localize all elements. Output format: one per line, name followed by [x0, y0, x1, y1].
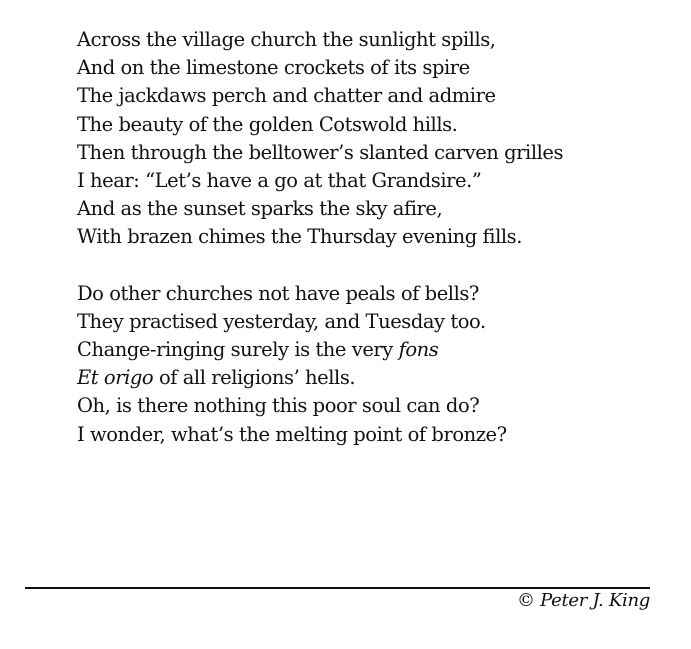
poem-line: They practised yesterday, and Tuesday too.	[77, 309, 486, 333]
copyright-notice: © Peter J. King	[517, 590, 650, 611]
poem-line: I hear: “Let’s have a go at that Grandsire.”	[77, 169, 482, 193]
poem-line	[77, 336, 677, 364]
poem-line: Oh, is there nothing this poor soul can do?	[77, 394, 480, 418]
poem-line: With brazen chimes the Thursday evening fills.	[77, 225, 522, 249]
poem-line: I wonder, what’s the melting point of bronze?	[77, 422, 507, 446]
poem-line: Then through the belltower’s slanted carven grilles	[77, 140, 564, 164]
poem-line: And as the sunset sparks the sky afire,	[77, 197, 443, 221]
poem-line	[77, 364, 677, 392]
poem-line: The jackdaws perch and chatter and admire	[77, 84, 496, 108]
poem-italic-text: fons	[398, 338, 439, 362]
poem-line: Across the village church the sunlight spills,	[77, 28, 496, 51]
stanza-1	[77, 26, 677, 252]
poem-line-text: Change-ringing surely is the very	[77, 338, 399, 362]
poem-line-text: of all religions’ hells.	[153, 366, 356, 390]
poem	[77, 26, 677, 449]
stanza-2	[77, 280, 677, 449]
poem-line: And on the limestone crockets of its spire	[77, 56, 470, 80]
footer-divider	[25, 587, 650, 589]
poem-line: Do other churches not have peals of bells?	[77, 281, 479, 305]
poem-italic-text: Et origo	[77, 366, 154, 390]
poem-line: The beauty of the golden Cotswold hills.	[77, 112, 458, 136]
